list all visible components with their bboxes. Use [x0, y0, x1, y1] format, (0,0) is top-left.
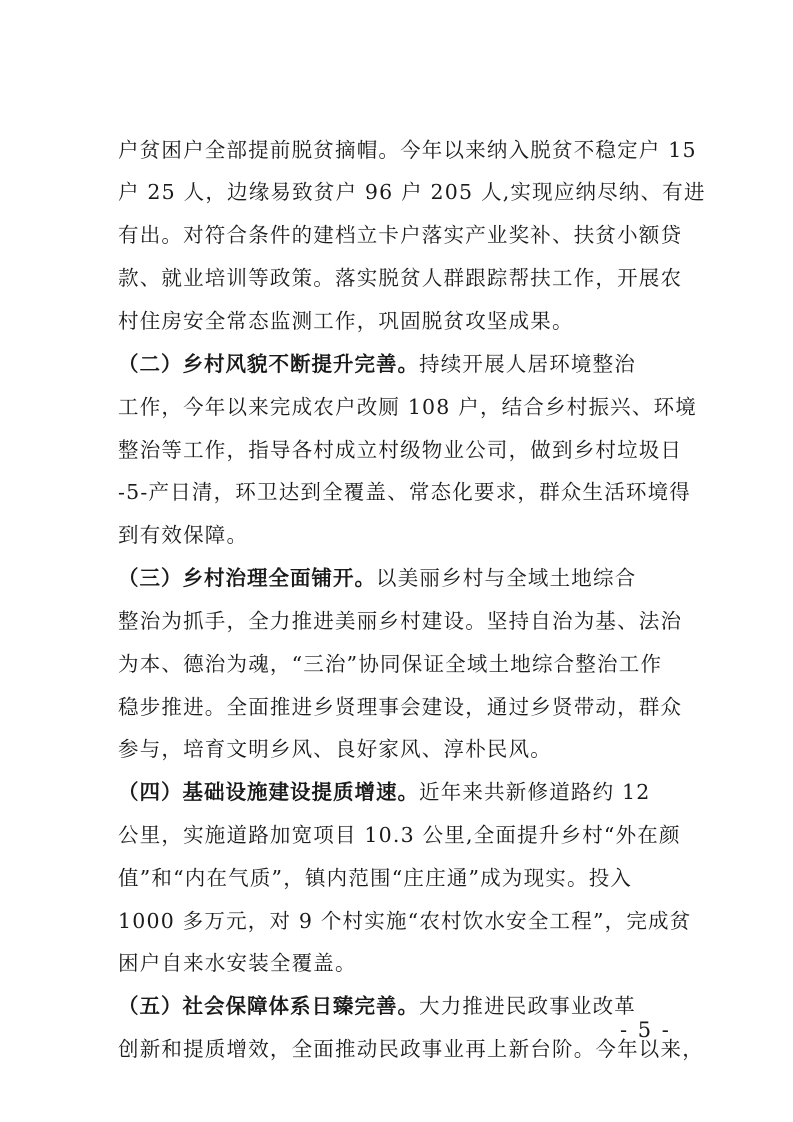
line-text: 稳步推进。全面推进乡贤理事会建设，通过乡贤带动，群众: [118, 695, 683, 719]
section-heading: （三）乡村治理全面铺开。: [118, 566, 376, 590]
page-number: - 5 -: [620, 1018, 671, 1042]
text-line: [118, 308, 574, 334]
text-line: [118, 479, 691, 505]
text-line: [118, 651, 662, 677]
text-line: [118, 179, 706, 205]
line-text: 整治为抓手，全力推进美丽乡村建设。坚持自治为基、法治: [118, 609, 683, 633]
text-line: [118, 1036, 704, 1062]
line-text: 大力推进民政事业改革: [419, 994, 636, 1018]
line-text: 到有效保障。: [118, 523, 249, 547]
line-text: 村住房安全常态监测工作，巩固脱贫攻坚成果。: [118, 309, 574, 333]
line-text: 工作，今年以来完成农户改厕 108 户，结合乡村振兴、环境: [118, 395, 697, 419]
line-text: 为本、德治为魂，“三治”协同保证全域土地综合整治工作: [118, 652, 663, 676]
text-line: [118, 694, 682, 720]
text-line: [118, 394, 697, 420]
line-text: 参与，培育文明乡风、良好家风、淳朴民风。: [118, 737, 552, 761]
text-line: [118, 993, 636, 1019]
text-line: [118, 779, 651, 805]
line-text: 值”和“内在气质”，镇内范围“庄庄通”成为现实。投入: [118, 866, 633, 890]
text-line: [118, 522, 248, 548]
line-text: 1000 多万元，对 9 个村实施“农村饮水安全工程”，完成贫: [118, 909, 692, 933]
line-text: -5-产日清，环卫达到全覆盖、常态化要求，群众生活环境得: [118, 480, 691, 504]
text-line: [118, 137, 697, 163]
text-line: [118, 908, 691, 934]
text-line: [118, 437, 682, 463]
text-line: [118, 351, 636, 377]
text-line: [118, 865, 632, 891]
line-text: 户 25 人，边缘易致贫户 96 户 205 人,实现应纳尽纳、有进: [118, 180, 706, 204]
line-text: 近年来共新修道路约 12: [419, 780, 651, 804]
line-text: 持续开展人居环境整治: [419, 352, 636, 376]
section-heading: （五）社会保障体系日臻完善。: [118, 994, 419, 1018]
line-text: 户贫困户全部提前脱贫摘帽。今年以来纳入脱贫不稳定户 15: [118, 138, 697, 162]
text-line: [118, 822, 681, 848]
text-line: [118, 565, 636, 591]
text-line: [118, 222, 682, 248]
text-line: [118, 608, 682, 634]
text-line: [118, 736, 552, 762]
text-line: [118, 950, 357, 976]
section-heading: （四）基础设施建设提质增速。: [118, 780, 419, 804]
line-text: 款、就业培训等政策。落实脱贫人群跟踪帮扶工作，开展农: [118, 266, 683, 290]
section-heading: （二）乡村风貌不断提升完善。: [118, 352, 419, 376]
line-text: 公里，实施道路加宽项目 10.3 公里,全面提升乡村“外在颜: [118, 823, 681, 847]
text-line: [118, 265, 682, 291]
line-text: 困户自来水安装全覆盖。: [118, 951, 357, 975]
line-text: 以美丽乡村与全域土地综合: [376, 566, 637, 590]
line-text: 创新和提质增效，全面推动民政事业再上新台阶。今年以来，: [118, 1037, 704, 1061]
line-text: 整治等工作，指导各村成立村级物业公司，做到乡村垃圾日: [118, 438, 683, 462]
line-text: 有出。对符合条件的建档立卡户落实产业奖补、扶贫小额贷: [118, 223, 683, 247]
